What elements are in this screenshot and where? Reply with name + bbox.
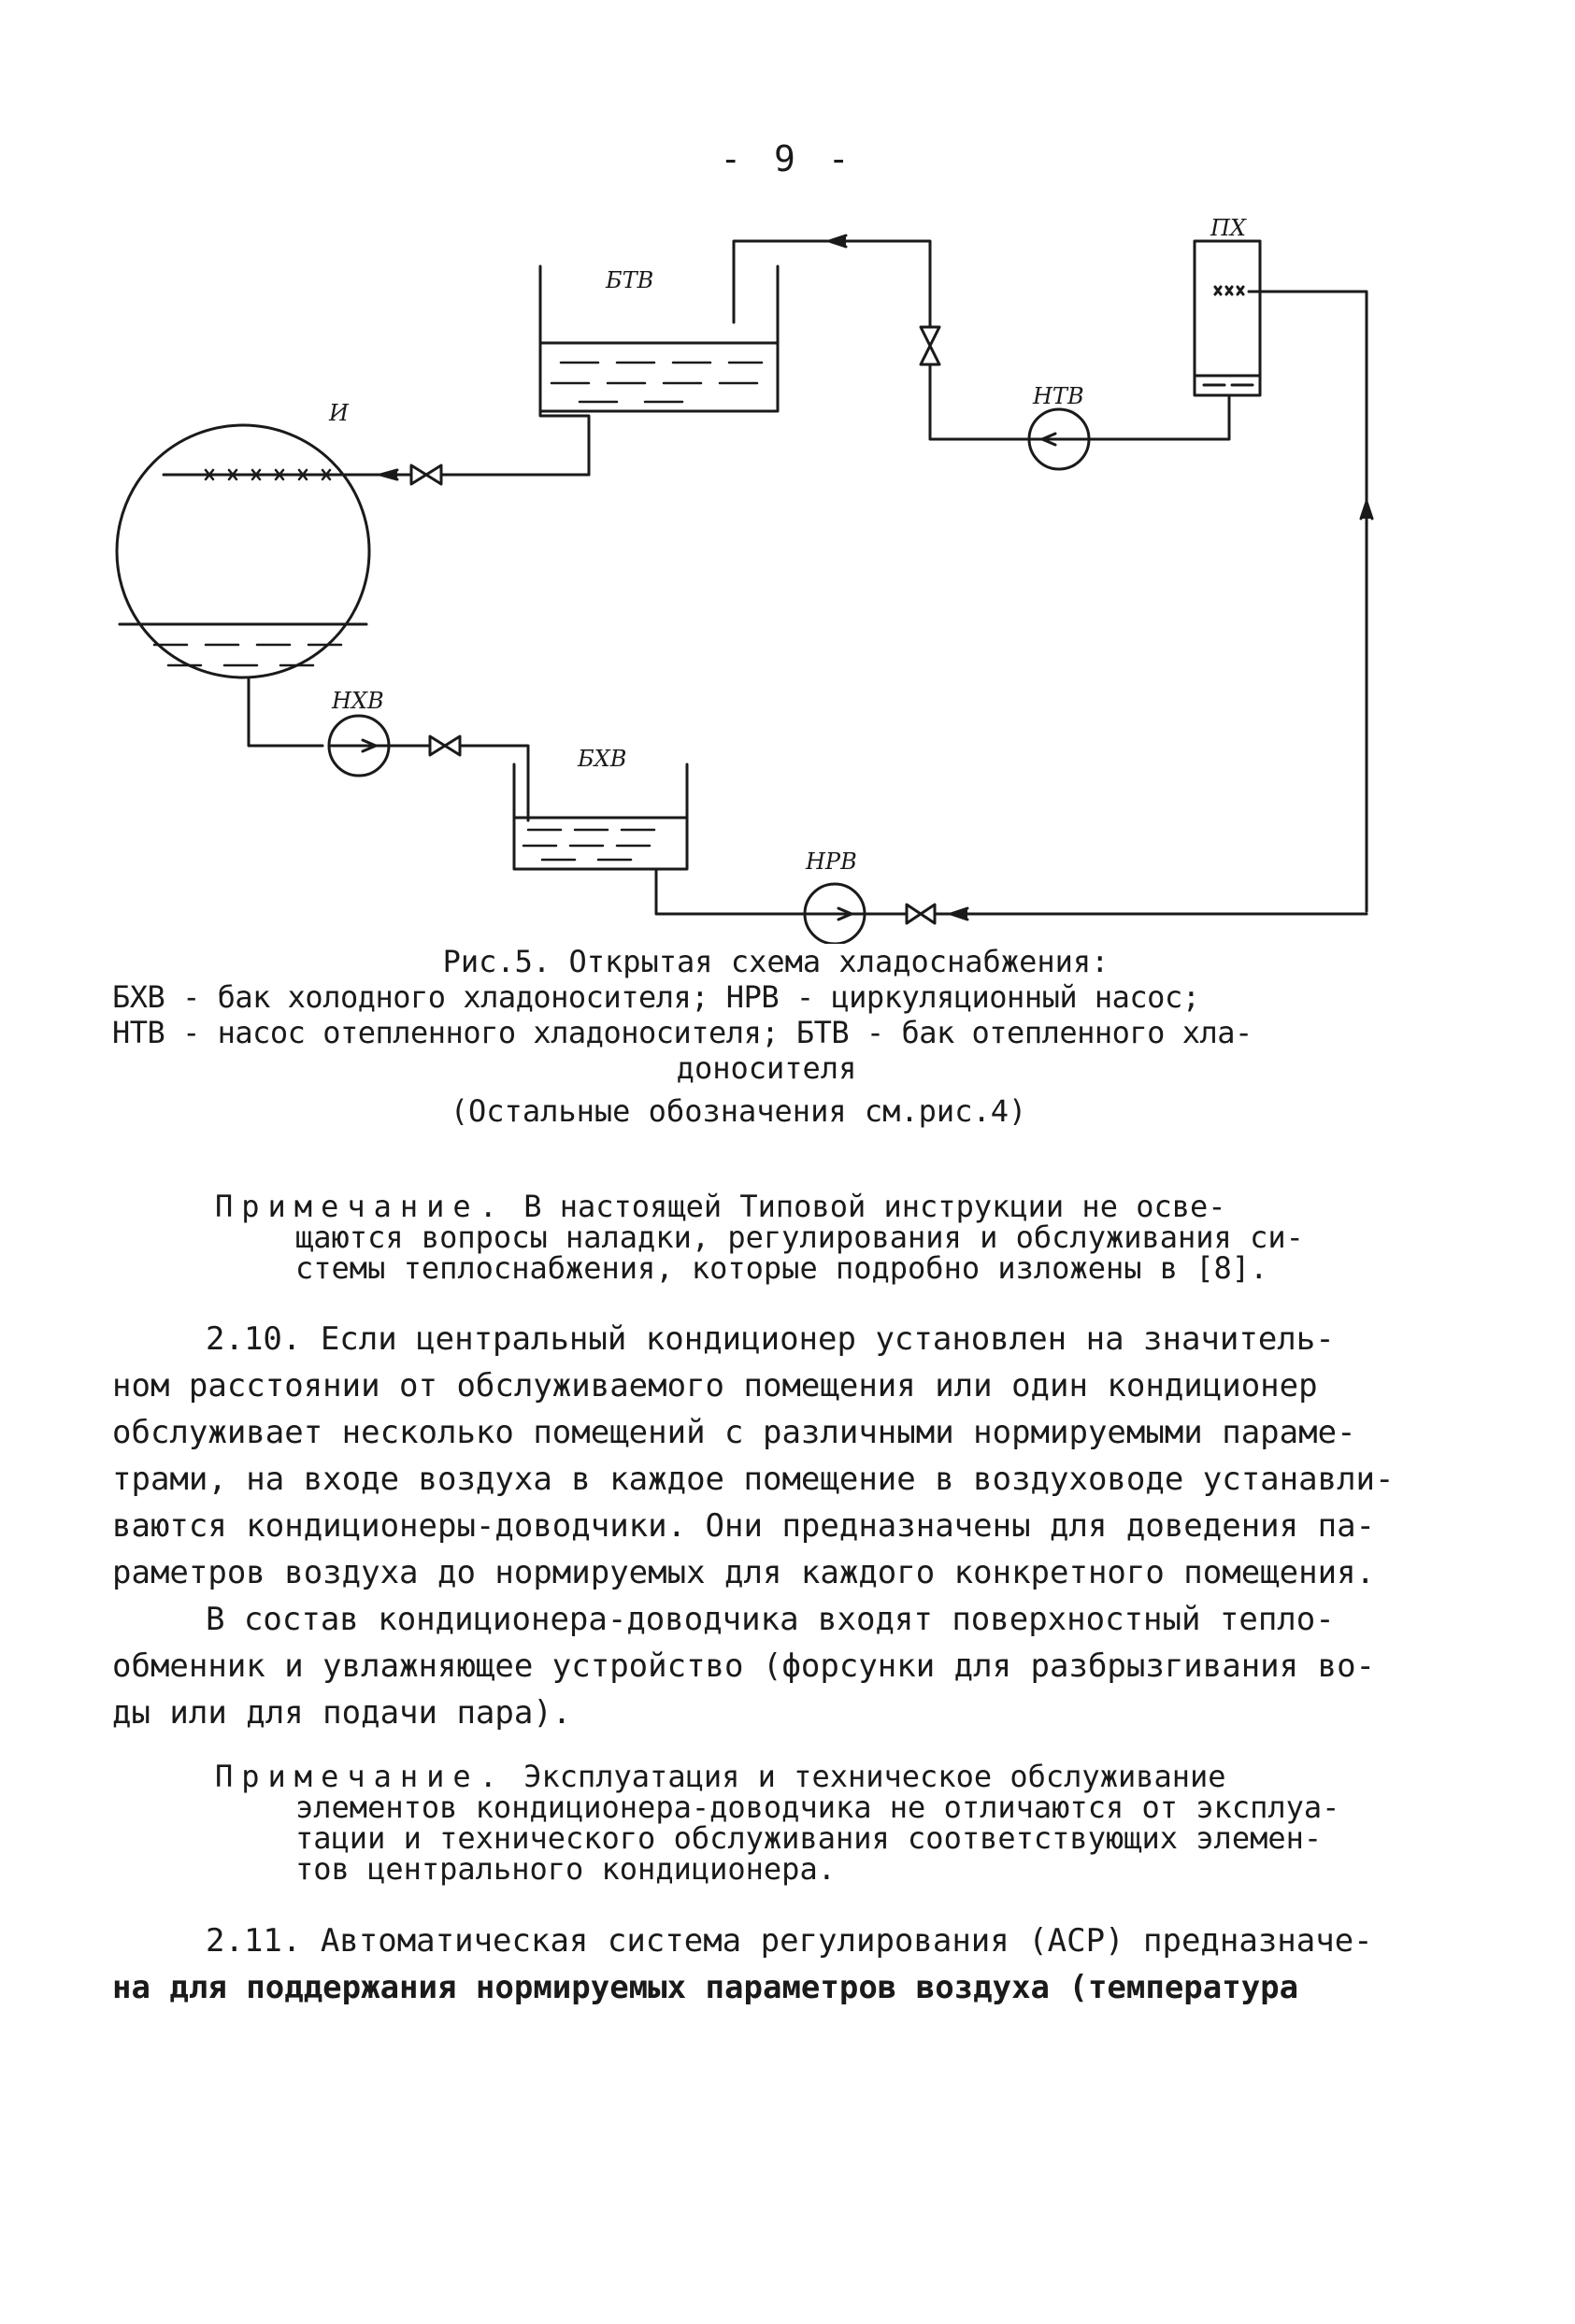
legend-line: БХВ - бак холодного хладоносителя; НРВ - циркуляционный насос; [112,979,1200,1015]
flow-arrow-icon [380,470,397,479]
paragraph-line: В состав кондиционера-доводчика входят поверхностный тепло- [206,1601,1335,1638]
note-text: Эксплуатация и техническое обслуживание [505,1759,1226,1794]
label-nrv: НРВ [806,848,857,875]
note-2 [215,1761,1411,1885]
note-text: В настоящей Типовой инструкции не осве- [505,1189,1226,1224]
circulation-line [656,869,1367,944]
paragraph-2-11 [112,1918,1421,2011]
valve-icon [907,905,935,923]
legend-line: доносителя [676,1050,857,1086]
cold-line [249,677,528,820]
cooling-scheme-diagram [0,0,1575,944]
figure-title: Рис.5. Открытая схема хладоснабжения: [442,944,1110,979]
valve-icon [430,736,460,755]
label-i: И [329,400,349,426]
note-text: щаются вопросы наладки, регулирования и обслуживания си- [295,1219,1304,1255]
label-px: ПХ [1210,215,1247,241]
paragraph-line: ном расстоянии от обслуживаемого помещения или один кондиционер [112,1367,1318,1404]
label-nkhv: НХВ [332,688,384,714]
spray-supply-line [357,402,589,484]
heat-exchanger-px [1195,241,1372,911]
tank-btv [540,266,778,411]
note-lead: Примечание. [215,1189,506,1224]
note-1 [215,1191,1411,1284]
note-text: тации и технического обслуживания соответствующих элемен- [295,1820,1323,1856]
paragraph-line: трами, на входе воздуха в каждое помещение в воздуховоде устанавли- [112,1461,1395,1498]
paragraph-line: ваются кондиционеры-доводчики. Они предназначены для доведения па- [112,1507,1376,1545]
label-bkhv: БХВ [578,746,627,772]
paragraph-line: на для поддержания нормируемых параметров воздуха (температура [112,1969,1299,2006]
paragraph-line: обменник и увлажняющее устройство (форсунки для разбрызгивания во- [112,1647,1376,1685]
label-btv: БТВ [606,267,654,293]
tank-bkhv [514,764,687,869]
irrigation-chamber [117,425,369,677]
paragraph-2-10 [112,1316,1421,1736]
legend-line: НТВ - насос отепленного хладоносителя; БТВ - бак отепленного хла- [112,1015,1253,1050]
legend-reference: (Остальные обозначения см.рис.4) [450,1093,1027,1129]
figure-caption [112,944,1421,1129]
note-lead: Примечание. [215,1759,506,1794]
flow-arrow-icon [829,235,846,247]
paragraph-line: 2.10. Если центральный кондиционер установлен на значитель- [206,1320,1335,1358]
paragraph-line: ды или для подачи пара). [112,1694,572,1732]
valve-icon [411,465,441,484]
paragraph-line: обслуживает несколько помещений с различными нормируемыми параме- [112,1414,1356,1451]
paragraph-line: раметров воздуха до нормируемых для каждого конкретного помещения. [112,1554,1376,1591]
label-ntv: НТВ [1033,383,1084,409]
note-text: элементов кондиционера-доводчика не отличаются от эксплуа- [295,1789,1340,1825]
valve-icon [921,327,939,364]
page-number: - 9 - [720,138,855,179]
paragraph-line: 2.11. Автоматическая система регулирования (АСР) предназначе- [206,1922,1373,1960]
flow-arrow-icon [1361,502,1372,519]
return-line [734,235,1229,469]
flow-arrow-icon [951,908,967,920]
note-text: стемы теплоснабжения, которые подробно изложены в [8]. [295,1250,1268,1286]
note-text: тов центрального кондиционера. [295,1851,836,1887]
